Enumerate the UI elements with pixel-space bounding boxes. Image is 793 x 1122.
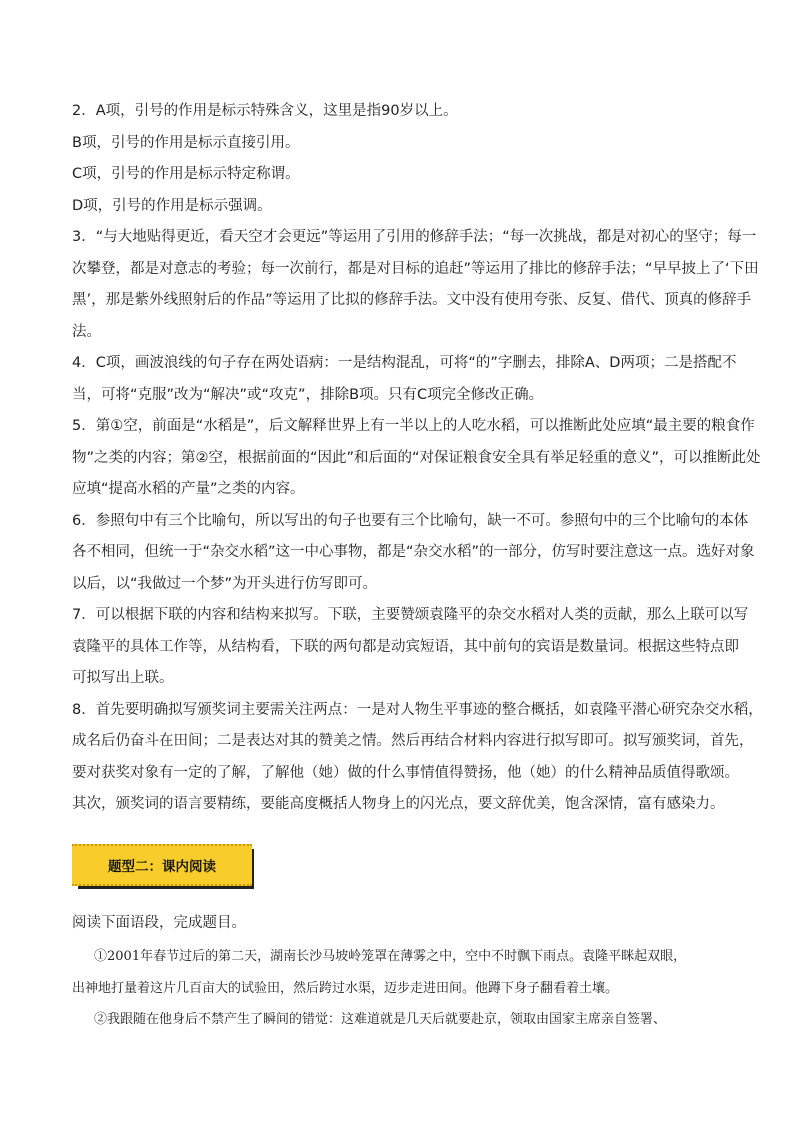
answer-line: C项，引号的作用是标示特定称谓。 <box>72 166 300 182</box>
answer-line: 各不相同，但统一于“杂交水稻”这一中心事物，都是“杂交水稻”的一部分，仿写时要注意这一点。选好对象 <box>72 544 755 560</box>
answer-line: 其次，颁奖词的语言要精练，要能高度概括人物身上的闪光点，要文辞优美，饱含深情，富有感染力。 <box>72 796 725 812</box>
answer-line: 3．“与大地贴得更近，看天空才会更远”等运用了引用的修辞手法；“每一次挑战，都是对初心的坚守；每一 <box>72 229 757 245</box>
section-title: 题型二：课内阅读 <box>108 859 216 875</box>
answer-explanations <box>72 96 763 821</box>
reading-instruction: 阅读下面语段，完成题目。 <box>72 915 246 931</box>
answer-line: 黑’，那是紫外线照射后的作品”等运用了比拟的修辞手法。文中没有使用夸张、反复、借代、顶真的修辞手 <box>72 292 752 308</box>
reading-line: ①2001年春节过后的第二天，湖南长沙马坡岭笼罩在薄雾之中，空中不时飘下雨点。袁隆平眯起双眼， <box>94 949 687 964</box>
reading-line: ②我跟随在他身后不禁产生了瞬间的错觉：这难道就是几天后就要赴京，领取由国家主席亲自签署、 <box>94 1012 667 1027</box>
answer-line: 法。 <box>72 323 101 340</box>
answer-line: B项，引号的作用是标示直接引用。 <box>72 134 300 151</box>
answer-line: 物”之类的内容；第②空，根据前面的“因此”和后面的“对保证粮食安全具有举足轻重的意义”，可以推断此处 <box>72 449 761 466</box>
answer-line: 可拟写出上联。 <box>72 670 174 686</box>
answer-line: 5．第①空，前面是“水稻是”，后文解释世界上有一半以上的人吃水稻，可以推断此处应填“最主要的粮食作 <box>72 418 755 434</box>
answer-line: 4．C项，画波浪线的句子存在两处语病：一是结构混乱，可将“的”字删去，排除A、D两项；二是搭配不 <box>72 355 737 371</box>
answer-line: 6．参照句中有三个比喻句，所以写出的句子也要有三个比喻句，缺一不可。参照句中的三个比喻句的本体 <box>72 512 749 529</box>
answer-line: 当，可将“克服”改为“解决”或“攻克”，排除B项。只有C项完全修改正确。 <box>72 386 544 403</box>
answer-line: 袁隆平的具体工作等，从结构看，下联的两句都是动宾短语，其中前句的宾语是数量词。根据这些特点即 <box>72 638 739 655</box>
section-banner <box>72 841 258 891</box>
reading-passage <box>72 941 732 1036</box>
answer-line: 8．首先要明确拟写颁奖词主要需关注两点：一是对人物生平事迹的整合概括，如袁隆平潜心研究杂交水稻， <box>72 701 763 718</box>
answer-line: 2．A项，引号的作用是标示特殊含义，这里是指90岁以上。 <box>72 103 458 119</box>
answer-line: D项，引号的作用是标示强调。 <box>72 197 272 214</box>
answer-line: 次攀登，都是对意志的考验；每一次前行，都是对目标的追赶”等运用了排比的修辞手法；“早早披上了‘下田 <box>72 260 759 277</box>
answer-line: 7．可以根据下联的内容和结构来拟写。下联，主要赞颂袁隆平的杂交水稻对人类的贡献，那么上联可以写 <box>72 607 749 623</box>
answer-line: 要对获奖对象有一定的了解，了解他（她）做的什么事情值得赞扬，他（她）的什么精神品质值得歌颂。 <box>72 764 739 781</box>
answer-line: 成名后仍奋斗在田间；二是表达对其的赞美之情。然后再结合材料内容进行拟写即可。拟写颁奖词，首先， <box>72 733 754 749</box>
answer-line: 应填“提高水稻的产量”之类的内容。 <box>72 481 305 497</box>
answer-line: 以后，以“我做过一个梦”为开头进行仿写即可。 <box>72 575 378 592</box>
reading-line: 出神地打量着这片几百亩大的试验田，然后跨过水渠，迈步走进田间。他蹲下身子翻看着土壤。 <box>72 980 619 996</box>
